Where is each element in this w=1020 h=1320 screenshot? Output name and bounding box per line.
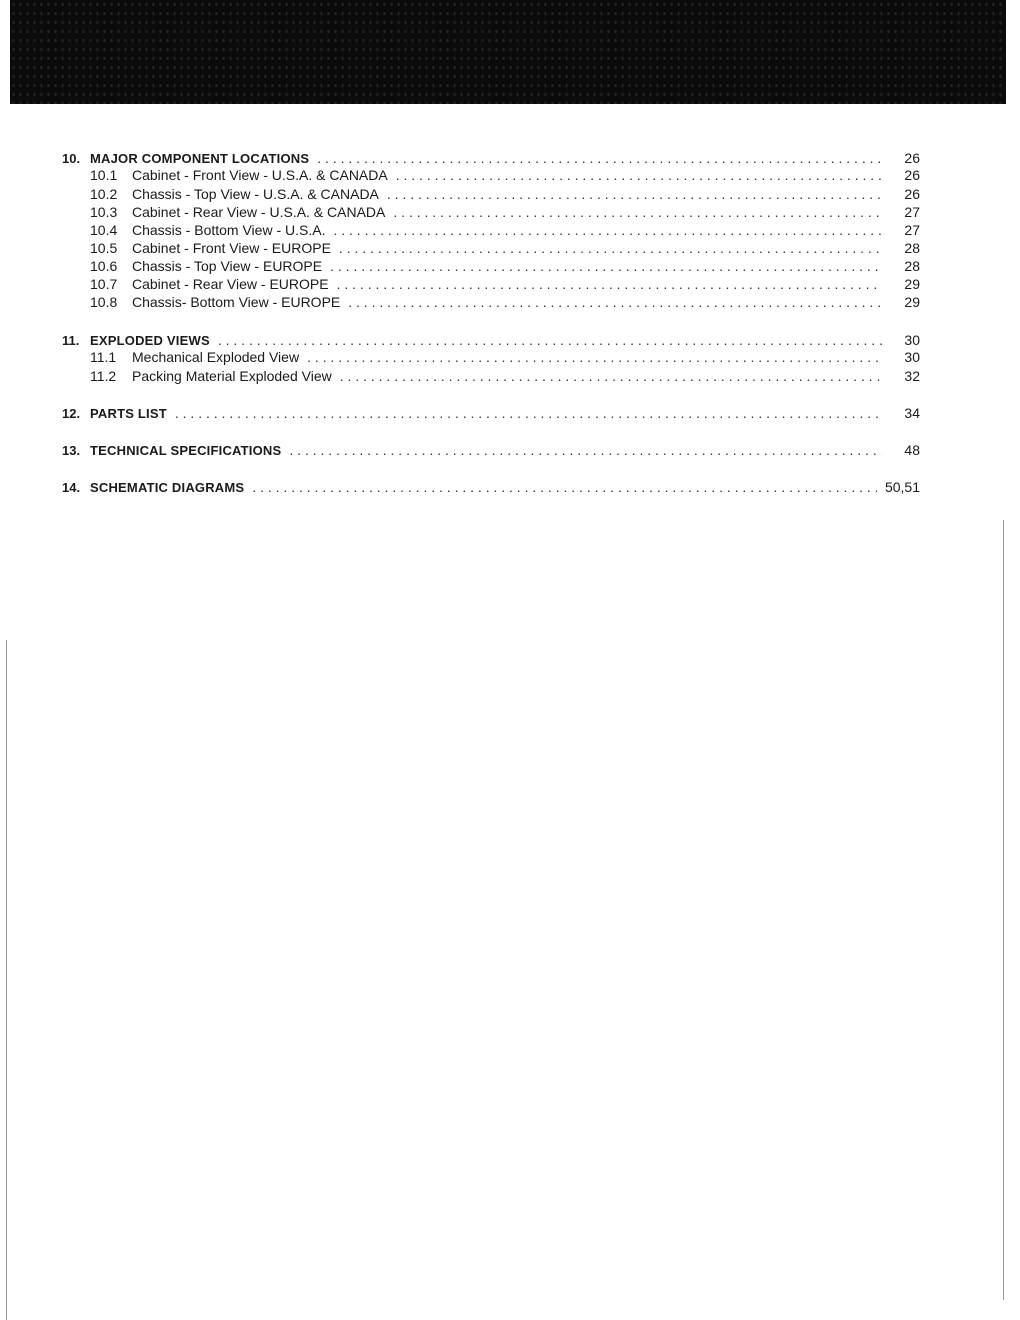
section-number: 11.2	[90, 368, 117, 384]
toc-entry-10-2[interactable]	[90, 185, 920, 203]
page-number: 34	[904, 405, 920, 421]
section-number: 11.	[62, 333, 80, 348]
page-number: 50,51	[884, 479, 920, 495]
section-number: 10.	[62, 151, 81, 166]
page-number: 26	[904, 167, 920, 183]
page-number: 32	[904, 368, 920, 384]
page-number: 48	[904, 442, 920, 458]
dot-leader	[317, 149, 882, 167]
toc-entry-10-3[interactable]	[90, 203, 920, 221]
page-number: 30	[904, 332, 920, 348]
dot-leader	[340, 367, 882, 385]
dot-leader	[330, 257, 882, 275]
page-number: 29	[904, 276, 920, 292]
section-number: 10.6	[90, 258, 118, 274]
toc-entry-10-1[interactable]	[90, 166, 920, 184]
page-number: 30	[904, 349, 920, 365]
dot-leader	[333, 221, 882, 239]
dot-leader	[252, 478, 877, 496]
section-title: Cabinet - Rear View - EUROPE	[132, 276, 329, 292]
section-title: TECHNICAL SPECIFICATIONS	[90, 443, 282, 458]
dot-leader	[289, 441, 882, 459]
section-title: SCHEMATIC DIAGRAMS	[90, 480, 245, 495]
dot-leader	[307, 348, 882, 366]
section-title: Packing Material Exploded View	[132, 368, 332, 384]
toc-entry-14[interactable]	[62, 478, 920, 497]
section-number: 12.	[62, 406, 81, 421]
page-number: 28	[904, 258, 920, 274]
section-number: 10.1	[90, 167, 118, 183]
section-number: 10.5	[90, 240, 118, 256]
dot-leader	[396, 166, 882, 184]
section-number: 10.2	[90, 186, 118, 202]
section-number: 10.3	[90, 204, 118, 220]
toc-entry-11-2[interactable]	[90, 367, 920, 385]
toc-entry-10-6[interactable]	[90, 257, 920, 275]
header-band	[10, 0, 1006, 104]
section-title: Chassis- Bottom View - EUROPE	[132, 294, 341, 310]
section-title: Cabinet - Front View - U.S.A. & CANADA	[132, 167, 388, 183]
toc-entry-10-4[interactable]	[90, 221, 920, 239]
page-number: 29	[904, 294, 920, 310]
section-number: 10.7	[90, 276, 118, 292]
dot-leader	[175, 404, 882, 422]
dot-leader	[348, 293, 882, 311]
section-title: Chassis - Top View - U.S.A. & CANADA	[132, 186, 379, 202]
section-title: Mechanical Exploded View	[132, 349, 300, 365]
toc-entry-10-8[interactable]	[90, 293, 920, 311]
dot-leader	[337, 275, 882, 293]
page-number: 27	[904, 222, 920, 238]
page-number: 26	[904, 186, 920, 202]
page-number: 27	[904, 204, 920, 220]
left-edge-line	[6, 640, 7, 1320]
page-number: 28	[904, 240, 920, 256]
section-title: Chassis - Bottom View - U.S.A.	[132, 222, 326, 238]
toc-entry-10-5[interactable]	[90, 239, 920, 257]
toc-entry-10-7[interactable]	[90, 275, 920, 293]
section-number: 10.8	[90, 294, 118, 310]
dot-leader	[339, 239, 882, 257]
page-number: 26	[904, 150, 920, 166]
section-number: 13.	[62, 443, 81, 458]
section-number: 10.4	[90, 222, 118, 238]
section-title: Cabinet - Rear View - U.S.A. & CANADA	[132, 204, 386, 220]
section-number: 14.	[62, 480, 81, 495]
section-title: MAJOR COMPONENT LOCATIONS	[90, 151, 310, 166]
dot-leader	[218, 331, 882, 349]
toc-entry-13[interactable]	[62, 441, 920, 460]
section-title: EXPLODED VIEWS	[90, 333, 210, 348]
right-edge-line	[1003, 520, 1004, 1300]
toc-entry-12[interactable]	[62, 404, 920, 423]
dot-leader	[393, 203, 882, 221]
section-title: PARTS LIST	[90, 406, 167, 421]
dot-leader	[387, 185, 882, 203]
section-title: Cabinet - Front View - EUROPE	[132, 240, 331, 256]
toc-entry-11-1[interactable]	[90, 348, 920, 366]
section-number: 11.1	[90, 349, 117, 365]
section-title: Chassis - Top View - EUROPE	[132, 258, 323, 274]
